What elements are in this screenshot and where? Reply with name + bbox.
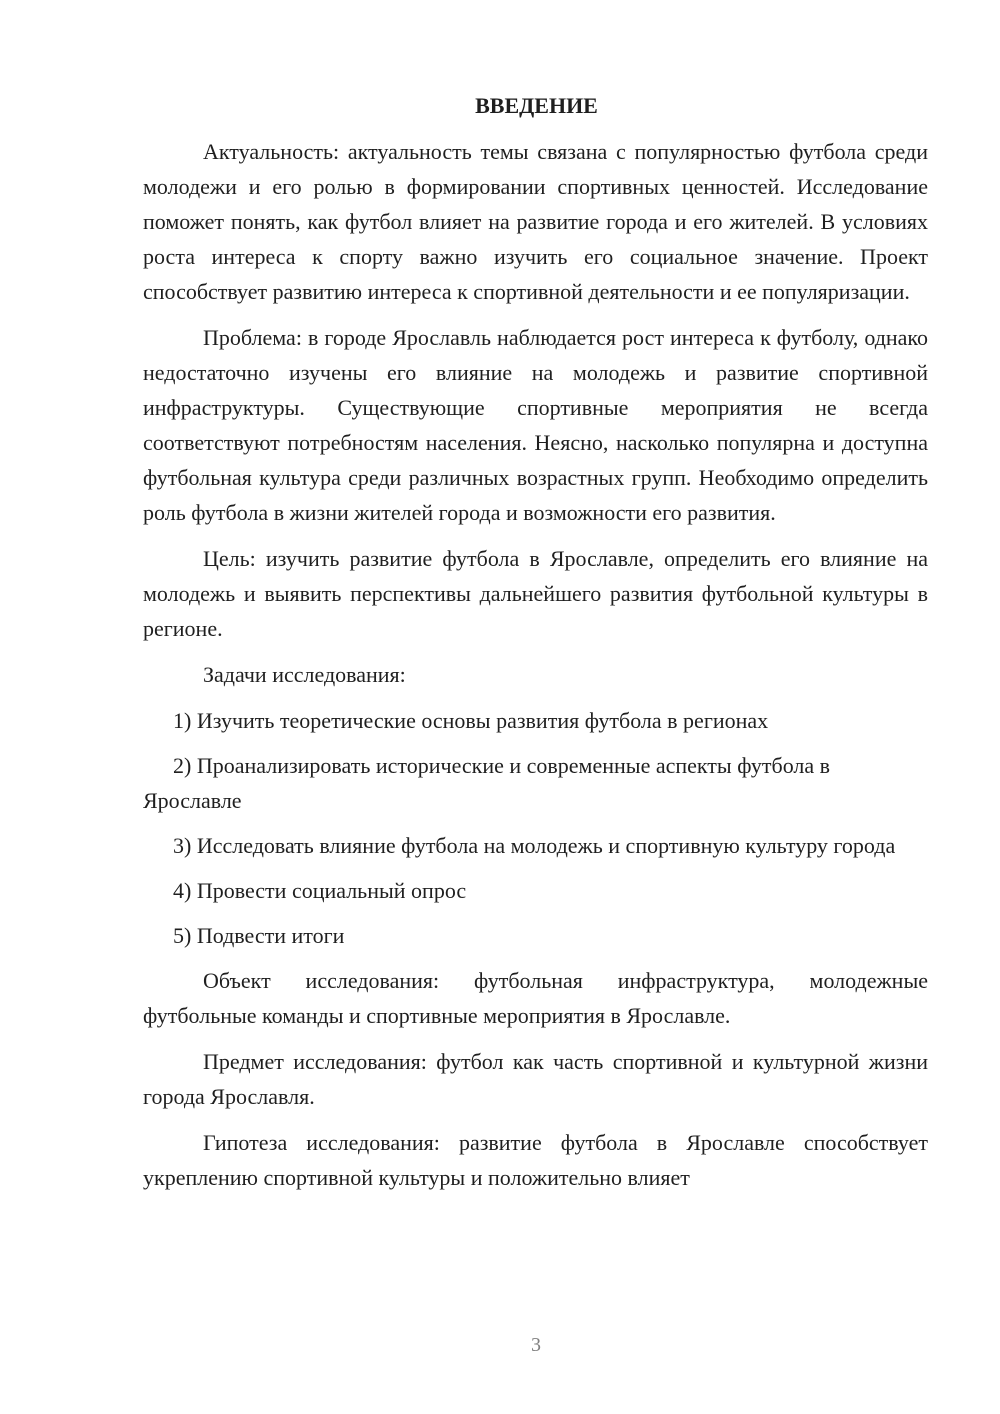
document-page: [143, 88, 928, 1206]
task-item-3: 3) Исследовать влияние футбола на молодежь и спортивную культуру города: [173, 833, 896, 858]
paragraph-relevance: Актуальность: актуальность темы связана с популярностью футбола среди молодежи и его ролью в формировании спортивных ценностей. Исследование поможет понять, как футбол влияет на развитие города и его жителей. В условиях роста интереса к спорту важно изучить его социальное значение. Проект способствует развитию интереса к спортивной деятельности и ее популяризации.: [143, 139, 928, 304]
section-title: ВВЕДЕНИЕ: [475, 93, 598, 118]
task-item-5: 5) Подвести итоги: [173, 923, 345, 948]
paragraph-goal: Цель: изучить развитие футбола в Ярославле, определить его влияние на молодежь и выявить перспективы дальнейшего развития футбольной культуры в регионе.: [143, 546, 928, 641]
task-item-2: 2) Проанализировать исторические и современные аспекты футбола в Ярославле: [143, 753, 831, 813]
paragraph-hypothesis: Гипотеза исследования: развитие футбола в Ярославле способствует укреплению спортивной культуры и положительно влияет: [143, 1130, 928, 1190]
paragraph-problem: Проблема: в городе Ярославль наблюдается рост интереса к футболу, однако недостаточно изучены его влияние на молодежь и развитие спортивной инфраструктуры. Существующие спортивные мероприятия не всегда соответствуют потребностям населения. Неясно, насколько популярна и доступна футбольная культура среди различных возрастных групп. Необходимо определить роль футбола в жизни жителей города и возможности его развития.: [143, 325, 928, 525]
paragraph-subject: Предмет исследования: футбол как часть спортивной и культурной жизни города Ярославля.: [143, 1049, 928, 1109]
paragraph-object: Объект исследования: футбольная инфраструктура, молодежные футбольные команды и спортивные мероприятия в Ярославле.: [143, 968, 928, 1028]
page-number: 3: [531, 1334, 541, 1356]
task-item-1: 1) Изучить теоретические основы развития футбола в регионах: [173, 708, 769, 733]
task-item-4: 4) Провести социальный опрос: [173, 878, 467, 903]
paragraph-tasks-heading: Задачи исследования:: [203, 662, 406, 687]
